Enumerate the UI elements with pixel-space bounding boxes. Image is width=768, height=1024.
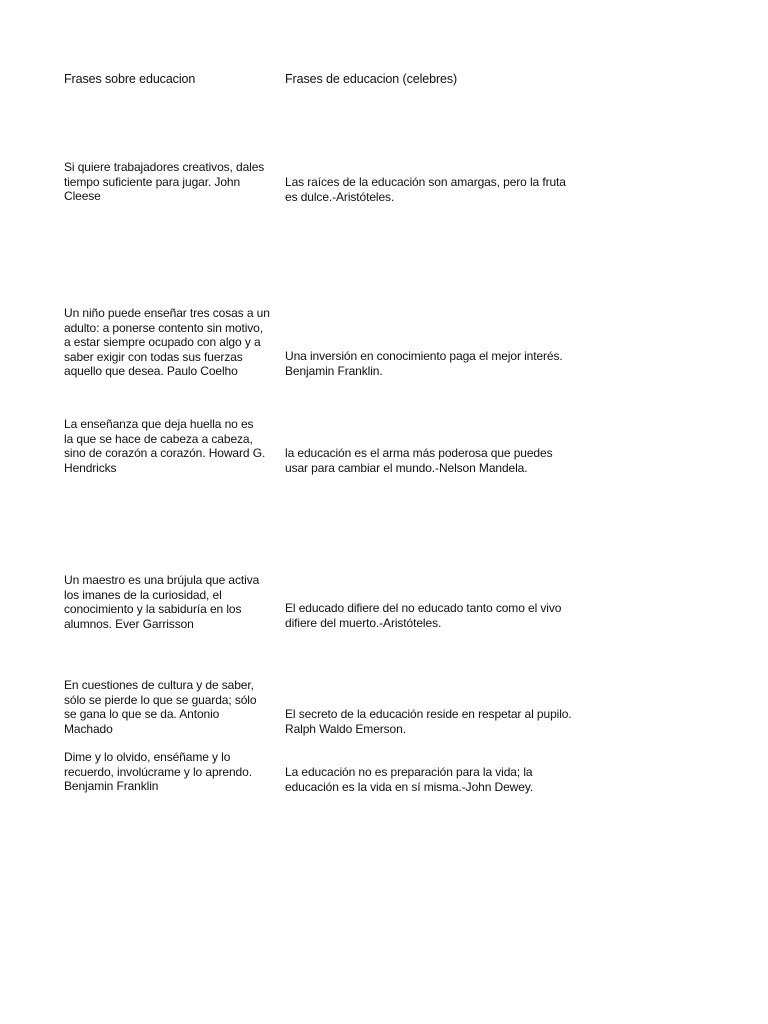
left-quote: Si quiere trabajadores creativos, dales tiempo suficiente para jugar. John Cleese — [64, 160, 265, 203]
left-quote: Un maestro es una brújula que activa los imanes de la curiosidad, el conocimiento y la sabiduría en los alumnos. Ever Garrisson — [64, 573, 260, 631]
left-quote: Dime y lo olvido, enséñame y lo recuerdo, involúcrame y lo aprendo. Benjamin Franklin — [64, 750, 252, 793]
right-quote: El secreto de la educación reside en respetar al pupilo. Ralph Waldo Emerson. — [285, 707, 572, 736]
left-quote: En cuestiones de cultura y de saber, sólo se pierde lo que se guarda; sólo se gana lo que se da. Antonio Machado — [64, 678, 257, 736]
right-quote: La educación no es preparación para la vida; la educación es la vida en sí misma.-John Dewey. — [285, 765, 534, 794]
right-quote: Una inversión en conocimiento paga el mejor interés. Benjamin Franklin. — [285, 349, 563, 378]
right-column-heading: Frases de educacion (celebres) — [285, 72, 458, 86]
right-quote: El educado difiere del no educado tanto como el vivo difiere del muerto.-Aristóteles. — [285, 601, 562, 630]
left-column-heading: Frases sobre educacion — [64, 72, 196, 86]
left-quote: La enseñanza que deja huella no es la que se hace de cabeza a cabeza, sino de corazón a corazón. Howard G. Hendricks — [64, 417, 266, 475]
right-quote: Las raíces de la educación son amargas, pero la fruta es dulce.-Aristóteles. — [285, 175, 566, 204]
left-quote: Un niño puede enseñar tres cosas a un adulto: a ponerse contento sin motivo, a estar siempre ocupado con algo y a saber exigir con todas sus fuerzas aquello que desea. Paulo Coelho — [64, 306, 270, 378]
right-quote: la educación es el arma más poderosa que puedes usar para cambiar el mundo.-Nelson Mandela. — [285, 446, 553, 475]
